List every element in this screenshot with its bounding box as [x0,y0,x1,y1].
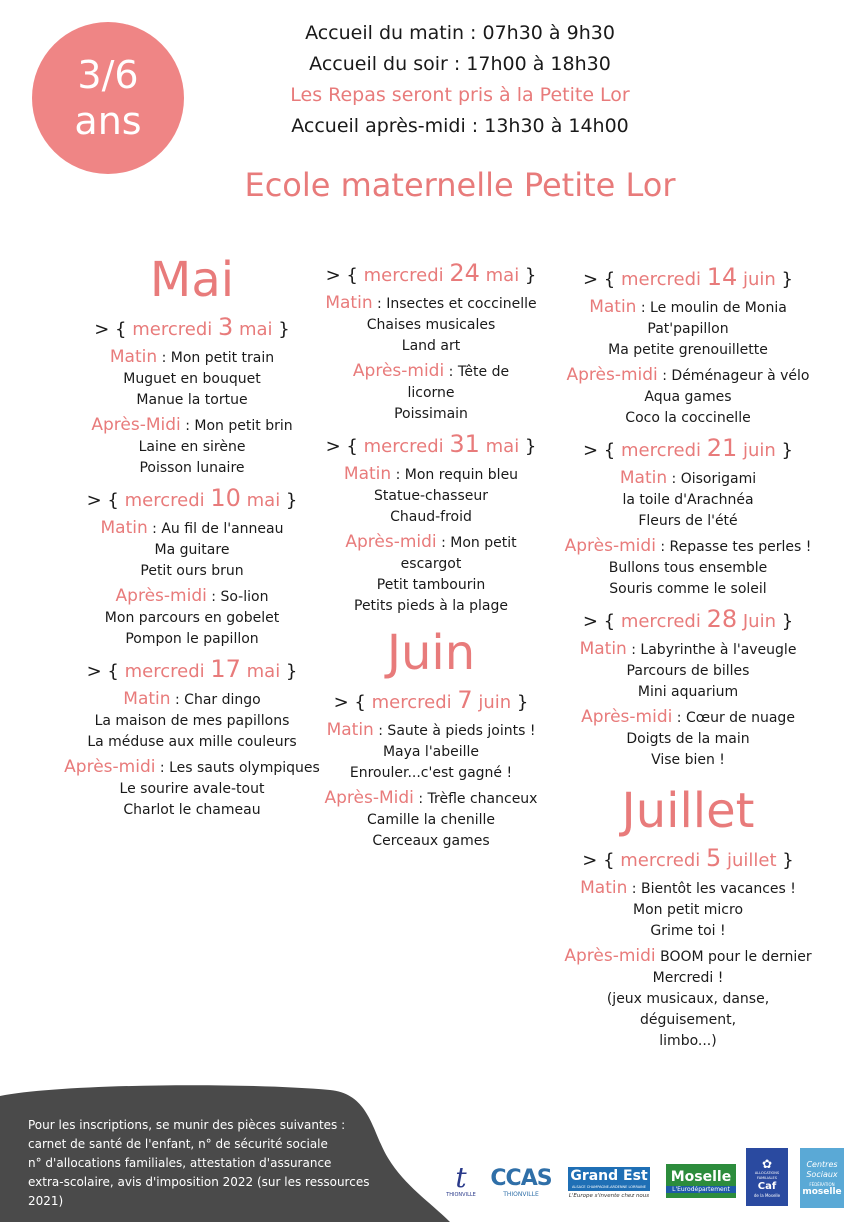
morning-activities [560,639,816,703]
day-number: 5 [706,844,722,872]
activity: la toile d'Arachnéa [622,492,754,508]
activity: : Char dingo [170,692,261,708]
moselle-logo: Moselle L'Eurodépartement [666,1164,736,1198]
morning-activities [62,518,322,582]
month-name: juin [737,440,782,461]
activity: Pat'papillon [647,321,729,337]
activity: : So-lion [206,589,269,605]
school-title: Ecole maternelle Petite Lor [244,166,676,204]
day-block [316,431,546,617]
afternoon-label: Après-midi [564,536,656,556]
date-heading [560,606,816,635]
activity: : Au fil de l'anneau [147,521,284,537]
activity: licorne [407,385,455,401]
weekday: mercredi [363,436,450,457]
month-heading-juin: Juin [386,625,476,681]
weekday: mercredi [371,692,458,713]
morning-activities [62,347,322,411]
activity: (jeux musicaux, danse, déguisement, [606,991,770,1028]
hours-block [230,18,690,142]
activity: : Mon requin bleu [391,467,519,483]
afternoon-label: Après-midi [345,532,437,552]
morning-label: Matin [589,297,637,317]
activity: Laine en sirène [138,439,246,455]
day-number: 24 [449,259,480,287]
date-suffix: } [524,436,537,457]
date-prefix: > { [333,692,372,713]
afternoon-label: Après-midi [564,946,656,966]
day-block [560,845,816,1052]
activity: Statue-chasseur [374,488,488,504]
age-range: 3/6 [77,53,139,97]
morning-activities [560,878,816,942]
activity: Petit tambourin [376,577,486,593]
morning-label: Matin [109,347,158,367]
activity: : Mon petit [436,535,517,551]
activity: : Déménageur à vélo [657,368,810,384]
month-name: mai [240,490,286,511]
date-prefix: > { [325,265,364,286]
activity: Chaud-froid [390,509,472,525]
activity: Mini aquarium [637,684,739,700]
activity: Cerceaux games [372,833,490,849]
date-prefix: > { [583,440,621,461]
activity: Mon parcours en gobelet [104,610,280,626]
afternoon-activities [316,788,546,852]
registration-line: n° d'allocations familiales, attestation d'assurance [28,1156,332,1170]
afternoon-line [316,532,546,554]
weekday: mercredi [124,661,211,682]
ccas-logo: CCAS THIONVILLE [490,1165,552,1198]
afternoon-activities [316,532,546,617]
date-heading [62,314,322,343]
afternoon-activities [560,365,816,429]
caf-logo: ✿ ALLOCATIONS FAMILIALES Caf de la Moselle [746,1148,788,1206]
activity: Land art [401,338,461,354]
activity: : Insectes et coccinelle [372,296,537,312]
age-unit: ans [74,99,142,143]
morning-activities [560,297,816,361]
morning-label: Matin [579,639,627,659]
date-prefix: > { [86,661,125,682]
afternoon-label: Après-midi [352,361,445,381]
weekday: mercredi [363,265,450,286]
activity: Ma petite grenouillette [608,342,768,358]
date-prefix: > { [582,850,621,871]
activity: Pompon le papillon [125,631,259,647]
day-number: 3 [217,313,234,341]
activity: Souris comme le soleil [609,581,767,597]
activity: Grime toi ! [650,923,726,939]
day-number: 28 [706,605,738,633]
date-prefix: > { [583,269,621,290]
activity: : Saute à pieds joints ! [373,723,536,739]
weekday: mercredi [620,611,707,632]
month-name: juin [737,269,782,290]
afternoon-line [560,946,816,968]
date-prefix: > { [94,319,133,340]
morning-line [316,293,546,315]
afternoon-label: Après-Midi [324,788,414,808]
evening-hours: Accueil du soir : 17h00 à 18h30 [309,53,611,75]
month-name: juin [472,692,517,713]
weekday: mercredi [620,850,706,871]
date-suffix: } [782,850,794,871]
registration-line: extra-scolaire, avis d'imposition 2022 (sur les ressources 2021) [28,1175,370,1208]
month-name: juillet [721,850,783,871]
date-heading [62,485,322,514]
afternoon-line [560,365,816,387]
activity: La méduse aux mille couleurs [87,734,297,750]
date-heading [316,687,546,716]
month-name: mai [240,661,286,682]
afternoon-activities [316,361,546,425]
date-heading [316,431,546,460]
activity: Poisson lunaire [139,460,245,476]
day-number: 10 [210,484,241,512]
morning-activities [316,464,546,528]
month-name: mai [479,265,525,286]
date-suffix: } [278,319,290,340]
afternoon-label: Après-midi [115,586,207,606]
morning-label: Matin [343,464,392,484]
activity: : Bientôt les vacances ! [627,881,796,897]
morning-line [62,518,322,540]
afternoon-line [560,707,816,729]
date-suffix: } [781,269,793,290]
morning-line [62,347,322,369]
activity: : Mon petit train [157,350,275,366]
activity: : Le moulin de Monia [636,300,787,316]
afternoon-activities [560,536,816,600]
day-block [62,314,322,479]
activity: Mercredi ! [652,970,724,986]
date-heading [560,435,816,464]
morning-line [62,689,322,711]
day-number: 21 [706,434,738,462]
afternoon-label: Après-midi [64,757,156,777]
afternoon-label: Après-midi [581,707,673,727]
morning-activities [62,689,322,753]
day-number: 17 [210,655,241,683]
column-right [560,258,816,1052]
column-left [62,250,322,821]
month-name: Juin [737,611,782,632]
date-prefix: > { [86,490,125,511]
activity: Enrouler...c'est gagné ! [349,765,513,781]
activity: escargot [400,556,462,572]
activity: Petit ours brun [140,563,244,579]
activity: : Labyrinthe à l'aveugle [626,642,797,658]
activity: BOOM pour le dernier [655,949,812,965]
afternoon-line [62,757,322,779]
activity: : Cœur de nuage [672,710,795,726]
date-heading [560,264,816,293]
morning-activities [316,720,546,784]
activity: : Mon petit brin [180,418,293,434]
day-number: 7 [457,686,473,714]
day-block [62,656,322,821]
afternoon-activities [62,757,322,821]
month-name: mai [479,436,525,457]
column-middle [316,254,546,852]
activity: Coco la coccinelle [625,410,751,426]
date-suffix: } [516,692,529,713]
weekday: mercredi [620,269,707,290]
day-number: 14 [706,263,738,291]
activity: Camille la chenille [367,812,495,828]
date-suffix: } [285,490,298,511]
morning-line [560,878,816,900]
day-block [560,264,816,429]
day-block [560,606,816,771]
registration-line: carnet de santé de l'enfant, n° de sécurité sociale [28,1137,328,1151]
activity: Maya l'abeille [382,744,480,760]
activity: Charlot le chameau [123,802,261,818]
morning-line [560,468,816,490]
morning-line [316,720,546,742]
meals-info: Les Repas seront pris à la Petite Lor [290,84,630,106]
activity: Petits pieds à la plage [354,598,508,614]
activity: Muguet en bouquet [123,371,261,387]
registration-info [28,1116,398,1211]
centres-sociaux-logo: Centres Sociaux FÉDÉRATION moselle [800,1148,844,1208]
weekday: mercredi [620,440,707,461]
date-suffix: } [781,611,794,632]
afternoon-line [316,788,546,810]
activity: Manue la tortue [136,392,248,408]
date-suffix: } [285,661,298,682]
morning-label: Matin [325,293,373,313]
date-heading [316,260,546,289]
weekday: mercredi [124,490,211,511]
morning-activities [316,293,546,357]
age-badge [32,22,184,174]
afternoon-label: Après-Midi [91,415,181,435]
morning-label: Matin [123,689,171,709]
morning-hours: Accueil du matin : 07h30 à 9h30 [305,22,615,44]
morning-label: Matin [326,720,374,740]
afternoon-activities [560,707,816,771]
activity: Fleurs de l'été [638,513,738,529]
afternoon-activities [62,415,322,479]
activity: Chaises musicales [366,317,496,333]
date-suffix: } [781,440,793,461]
day-block [62,485,322,650]
afternoon-activities [560,946,816,1052]
morning-line [316,464,546,486]
afternoon-line [560,536,816,558]
afternoon-activities [62,586,322,650]
day-block [316,687,546,852]
activity: Le sourire avale-tout [119,781,265,797]
footer [0,1082,862,1222]
activity: Parcours de billes [626,663,750,679]
afternoon-line [316,361,546,383]
date-heading [62,656,322,685]
activity: : Tête de [444,364,510,380]
weekday: mercredi [132,319,218,340]
activity: : Oisorigami [667,471,757,487]
month-name: mai [233,319,279,340]
activity: Ma guitare [154,542,230,558]
afternoon-line [62,586,322,608]
date-suffix: } [524,265,537,286]
morning-label: Matin [580,878,628,898]
activity: : Repasse tes perles ! [655,539,812,555]
activity: : Trèfle chanceux [413,791,538,807]
month-heading-juillet: Juillet [621,783,755,839]
activity: Doigts de la main [626,731,750,747]
month-heading-mai: Mai [149,252,235,308]
morning-label: Matin [619,468,668,488]
morning-line [560,639,816,661]
date-prefix: > { [582,611,621,632]
grand-est-logo: Grand Est ALSACE CHAMPAGNE-ARDENNE LORRAINE L'Europe s'invente chez nous [568,1168,650,1199]
day-block [316,260,546,425]
thionville-logo: t THIONVILLE [446,1161,476,1198]
afternoon-label: Après-midi [566,365,658,385]
activity: limbo...) [659,1033,717,1049]
date-heading [560,845,816,874]
activity: Bullons tous ensemble [608,560,768,576]
registration-line: Pour les inscriptions, se munir des pièces suivantes : [28,1118,346,1132]
afternoon-line [62,415,322,437]
activity: La maison de mes papillons [94,713,290,729]
afternoon-hours: Accueil après-midi : 13h30 à 14h00 [291,115,629,137]
caf-emblem-icon: ✿ [761,1156,773,1171]
day-number: 31 [449,430,480,458]
morning-label: Matin [100,518,148,538]
date-prefix: > { [325,436,364,457]
activity: Poissimain [394,406,468,422]
morning-activities [560,468,816,532]
activity: Aqua games [644,389,732,405]
day-block [560,435,816,600]
activity: Mon petit micro [632,902,744,918]
activity: Vise bien ! [651,752,725,768]
morning-line [560,297,816,319]
activity: : Les sauts olympiques [155,760,320,776]
